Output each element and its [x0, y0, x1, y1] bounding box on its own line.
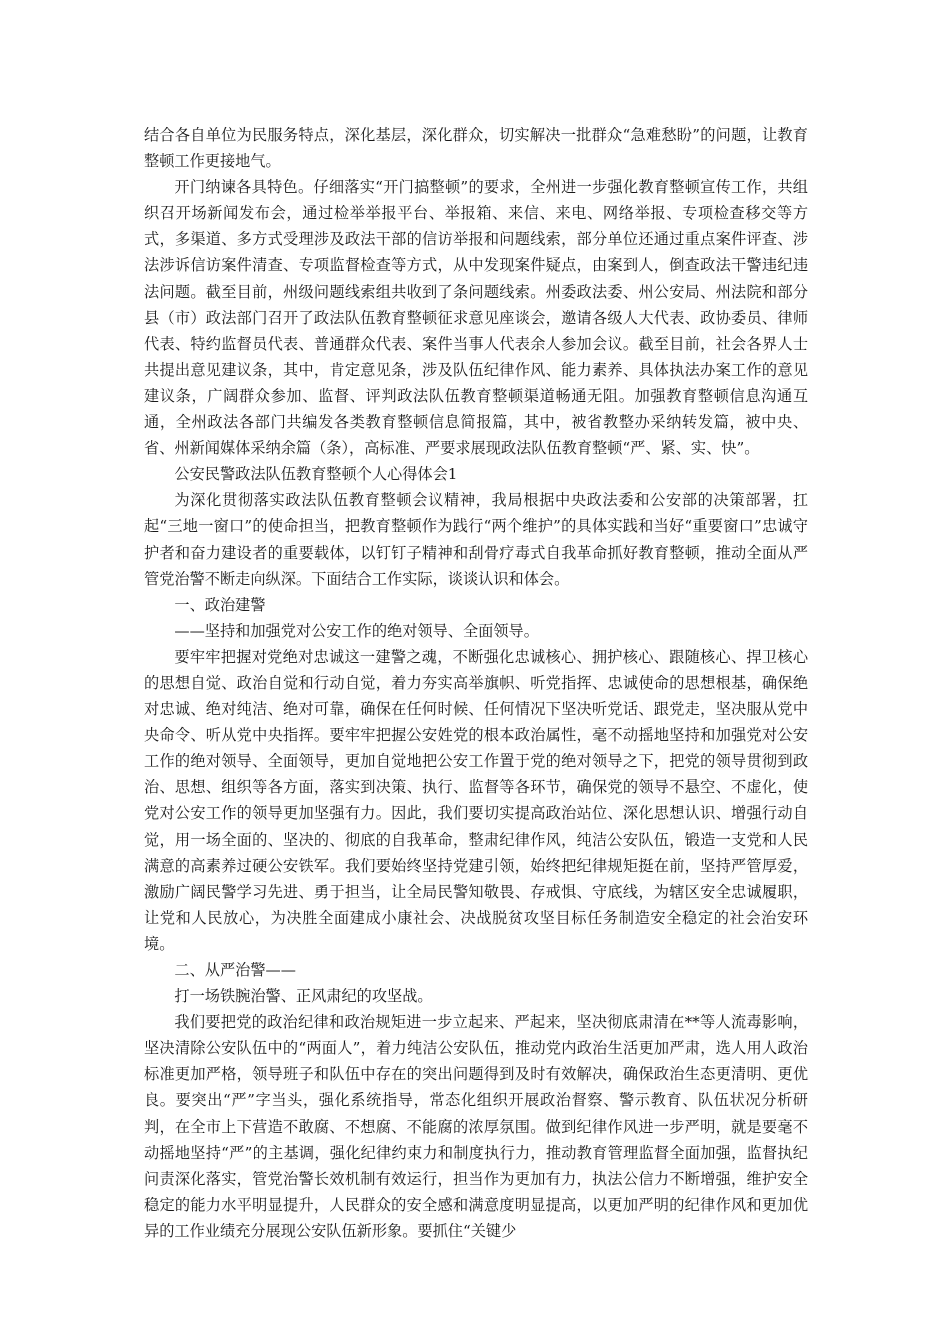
heading-political: 一、政治建警	[174, 595, 266, 614]
paragraph-open-door: 开门纳谏各具特色。仔细落实“开门搞整顿”的要求，全州进一步强化教育整顿宣传工作，共组织召开场新闻发布会，通过检举举报平台、举报箱、来信、来电、网络举报、专项检查移交等方式，多渠道、多方式受理涉及政法干部的信访举报和问题线索，部分单位还通过重点案件评查、涉法涉诉信访案件清查、专项监督检查等方式，从中发现案件疑点，由案到人，倒查政法干警违纪违法问题。截至目前，州级问题线索组共收到了条问题线索。州委政法委、州公安局、州法院和部分县（市）政法部门召开了政法队伍教育整顿征求意见座谈会，邀请各级人大代表、政协委员、律师代表、特约监督员代表、普通群众代表、案件当事人代表余人参加会议。截至目前，社会各界人士共提出意见建议条，其中，肯定意见条，涉及队伍纪律作风、能力素养、具体执法办案工作的意见建议条，广阔群众参加、监督、评判政法队伍教育整顿渠道畅通无阻。加强教育整顿信息沟通互通，全州政法各部门共编发各类教育整顿信息简报篇，其中，被省教整办采纳转发篇，被中央、省、州新闻媒体采纳余篇（条），高标准、严要求展现政法队伍教育整顿“严、紧、实、快”。	[144, 178, 808, 458]
paragraph-continuation: 结合各自单位为民服务特点，深化基层，深化群众，切实解决一批群众“急难愁盼”的问题，让教育整顿工作更接地气。	[144, 126, 808, 171]
section-title: 公安民警政法队伍教育整顿个人心得体会1	[174, 465, 458, 484]
paragraph-intro: 为深化贯彻落实政法队伍教育整顿会议精神，我局根据中央政法委和公安部的决策部署，扛起“三地一窗口”的使命担当，把教育整顿作为践行“两个维护”的具体实践和当好“重要窗口”忠诚守护者和奋力建设者的重要载体，以钉钉子精神和刮骨疗毒式自我革命抓好教育整顿，推动全面从严管党治警不断走向纵深。下面结合工作实际，谈谈认识和体会。	[144, 491, 808, 588]
subheading-strict: 打一场铁腕治警、正风肃纪的攻坚战。	[174, 987, 433, 1006]
paragraph-strict: 我们要把党的政治纪律和政治规矩进一步立起来、严起来，坚决彻底肃清在**等人流毒影响，坚决清除公安队伍中的“两面人”，着力纯洁公安队伍，推动党内政治生活更加严肃，选人用人政治标准更加严格，领导班子和队伍中存在的突出问题得到及时有效解决，确保政治生态更清明、更优良。要突出“严”字当头，强化系统指导，常态化组织开展政治督察、警示教育、队伍状况分析研判，在全市上下营造不敢腐、不想腐、不能腐的浓厚氛围。做到纪律作风进一步严明，就是要毫不动摇地坚持“严”的主基调，强化纪律约束力和制度执行力，推动教育管理监督全面加强，监督执纪问责深化落实，管党治警长效机制有效运行，担当作为更加有力，执法公信力不断增强，维护安全稳定的能力水平明显提升，人民群众的安全感和满意度明显提高，以更加严明的纪律作风和更加优异的工作业绩充分展现公安队伍新形象。要抓住“关键少	[144, 1013, 808, 1240]
subheading-political: ——坚持和加强党对公安工作的绝对领导、全面领导。	[174, 621, 539, 640]
document-body	[144, 122, 808, 1244]
heading-strict: 二、从严治警——	[174, 961, 296, 979]
paragraph-political: 要牢牢把握对党绝对忠诚这一建警之魂，不断强化忠诚核心、拥护核心、跟随核心、捍卫核心的思想自觉、政治自觉和行动自觉，着力夯实高举旗帜、听党指挥、忠诚使命的思想根基，确保绝对忠诚、绝对纯洁、绝对可靠，确保在任何时候、任何情况下坚决听党话、跟党走，坚决服从党中央命令、听从党中央指挥。要牢牢把握公安姓党的根本政治属性，毫不动摇地坚持和加强党对公安工作的绝对领导、全面领导，更加自觉地把公安工作置于党的绝对领导之下，把党的领导贯彻到政治、思想、组织等各方面，落实到决策、执行、监督等各环节，确保党的领导不悬空、不虚化，使党对公安工作的领导更加坚强有力。因此，我们要切实提高政治站位、深化思想认识、增强行动自觉，用一场全面的、坚决的、彻底的自我革命，整肃纪律作风，纯洁公安队伍，锻造一支党和人民满意的高素养过硬公安铁军。我们要始终坚持党建引领，始终把纪律规矩挺在前，坚持严管厚爱，激励广阔民警学习先进、勇于担当，让全局民警知敬畏、存戒惧、守底线，为辖区安全忠诚履职，让党和人民放心，为决胜全面建成小康社会、决战脱贫攻坚目标任务制造安全稳定的社会治安环境。	[144, 647, 808, 953]
